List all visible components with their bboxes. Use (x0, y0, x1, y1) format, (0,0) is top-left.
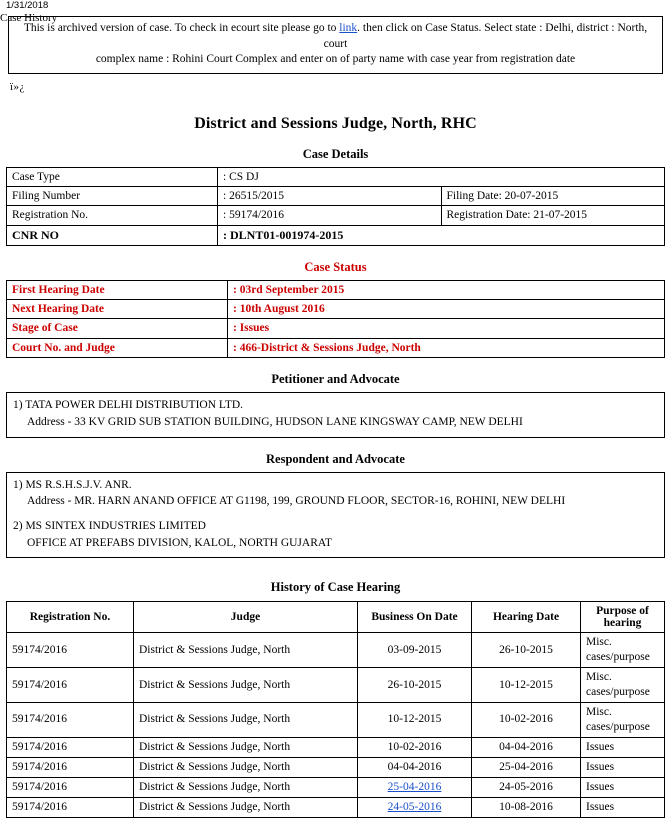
first-hearing-date-value: : 03rd September 2015 (228, 280, 665, 299)
case-hearing-history-table (6, 601, 665, 817)
cell-business-on-date: 03-09-2015 (358, 633, 472, 668)
stage-of-case-label: Stage of Case (7, 319, 228, 338)
table-row (7, 206, 665, 225)
respondent-box (6, 472, 665, 559)
cell-judge: District & Sessions Judge, North (134, 757, 358, 777)
case-details-heading: Case Details (302, 146, 369, 161)
filing-number-label: Filing Number (7, 186, 218, 205)
cell-hearing-date: 04-04-2016 (472, 737, 581, 757)
petitioner-heading: Petitioner and Advocate (271, 372, 400, 387)
cell-purpose-of-hearing: Misc. cases/purpose (581, 668, 665, 703)
table-row (7, 338, 665, 357)
next-hearing-date-label: Next Hearing Date (7, 300, 228, 319)
respondent-heading: Respondent and Advocate (266, 451, 405, 466)
archive-notice (8, 16, 663, 74)
table-row (7, 319, 665, 338)
table-row (7, 225, 665, 245)
cell-judge: District & Sessions Judge, North (134, 777, 358, 797)
col-judge: Judge (134, 602, 358, 633)
cell-business-on-date[interactable] (358, 777, 472, 797)
cell-purpose-of-hearing: Misc. cases/purpose (581, 702, 665, 737)
cell-registration-no: 59174/2016 (7, 668, 134, 703)
col-registration-no: Registration No. (7, 602, 134, 633)
cell-business-on-date: 26-10-2015 (358, 668, 472, 703)
respondent-address-1: Address - MR. HARN ANAND OFFICE AT G1198, 199, GROUND FLOOR, SECTOR-16, ROHINI, NEW DELHI (27, 495, 566, 508)
col-business-on-date: Business On Date (358, 602, 472, 633)
cell-registration-no: 59174/2016 (7, 633, 134, 668)
case-status-heading: Case Status (304, 259, 367, 274)
cell-purpose-of-hearing: Issues (581, 777, 665, 797)
cell-purpose-of-hearing: Issues (581, 757, 665, 777)
petitioner-name: 1) TATA POWER DELHI DISTRIBUTION LTD. (13, 399, 244, 412)
cell-registration-no: 59174/2016 (7, 777, 134, 797)
case-type-label: Case Type (7, 167, 218, 186)
business-on-date-link[interactable]: 25-04-2016 (387, 780, 442, 793)
table-row (7, 186, 665, 205)
cell-judge: District & Sessions Judge, North (134, 702, 358, 737)
cell-purpose-of-hearing: Issues (581, 737, 665, 757)
cell-business-on-date: 10-12-2015 (358, 702, 472, 737)
cell-hearing-date: 10-12-2015 (472, 668, 581, 703)
court-and-judge-label: Court No. and Judge (7, 338, 228, 357)
table-header-row (7, 602, 665, 633)
cell-hearing-date: 10-02-2016 (472, 702, 581, 737)
table-row (7, 633, 665, 668)
cnr-no-label: CNR NO (7, 225, 218, 245)
cell-business-on-date: 04-04-2016 (358, 757, 472, 777)
cell-hearing-date: 24-05-2016 (472, 777, 581, 797)
col-hearing-date: Hearing Date (472, 602, 581, 633)
archive-notice-text-a: This is archived version of case. To check in ecourt site please go to (23, 22, 340, 34)
court-and-judge-value: : 466-District & Sessions Judge, North (228, 338, 665, 357)
ecourt-link[interactable]: link (339, 22, 358, 34)
petitioner-address: Address - 33 KV GRID SUB STATION BUILDING, HUDSON LANE KINGSWAY CAMP, NEW DELHI (27, 415, 523, 428)
document-content (0, 16, 671, 818)
first-hearing-date-label: First Hearing Date (7, 280, 228, 299)
stage-of-case-value: : Issues (228, 319, 665, 338)
page-title: District and Sessions Judge, North, RHC (194, 114, 477, 132)
print-header-date: 1/31/2018 (6, 0, 49, 11)
cell-judge: District & Sessions Judge, North (134, 737, 358, 757)
cell-business-on-date[interactable] (358, 797, 472, 817)
cell-hearing-date: 10-08-2016 (472, 797, 581, 817)
filing-date-value: Filing Date: 20-07-2015 (441, 186, 665, 205)
archive-notice-text-b: . then click on Case Status. Select state : Delhi, district : North, court (323, 22, 648, 50)
cell-judge: District & Sessions Judge, North (134, 668, 358, 703)
case-details-table (6, 167, 665, 246)
col-purpose-of-hearing: Purpose of hearing (581, 602, 665, 633)
registration-date-value: Registration Date: 21-07-2015 (441, 206, 665, 225)
table-row (7, 757, 665, 777)
cell-business-on-date: 10-02-2016 (358, 737, 472, 757)
cell-purpose-of-hearing: Issues (581, 797, 665, 817)
print-header-title: Case History (0, 12, 58, 24)
business-on-date-link[interactable]: 24-05-2016 (387, 800, 442, 813)
filing-number-value: : 26515/2015 (218, 186, 442, 205)
print-header (0, 0, 671, 24)
case-status-table (6, 280, 665, 359)
cell-purpose-of-hearing: Misc. cases/purpose (581, 633, 665, 668)
respondent-name-1: 1) MS R.S.H.S.J.V. ANR. (13, 478, 132, 491)
respondent-name-2: 2) MS SINTEX INDUSTRIES LIMITED (13, 519, 206, 532)
table-row (7, 702, 665, 737)
table-row (7, 777, 665, 797)
cell-registration-no: 59174/2016 (7, 737, 134, 757)
next-hearing-date-value: : 10th August 2016 (228, 300, 665, 319)
history-heading: History of Case Hearing (270, 580, 401, 595)
encoding-artifact: ï»¿ (10, 80, 25, 93)
table-row (7, 167, 665, 186)
table-row (7, 280, 665, 299)
cell-hearing-date: 25-04-2016 (472, 757, 581, 777)
petitioner-box (6, 392, 665, 437)
cell-registration-no: 59174/2016 (7, 757, 134, 777)
cnr-no-value: : DLNT01-001974-2015 (218, 225, 665, 245)
table-row (7, 668, 665, 703)
cell-judge: District & Sessions Judge, North (134, 797, 358, 817)
cell-hearing-date: 26-10-2015 (472, 633, 581, 668)
cell-registration-no: 59174/2016 (7, 797, 134, 817)
registration-number-value: : 59174/2016 (218, 206, 442, 225)
archive-notice-line2: complex name : Rohini Court Complex and enter on of party name with case year from registration date (95, 53, 576, 66)
table-row (7, 797, 665, 817)
case-type-value: : CS DJ (218, 167, 665, 186)
table-row (7, 737, 665, 757)
cell-judge: District & Sessions Judge, North (134, 633, 358, 668)
registration-number-label: Registration No. (7, 206, 218, 225)
cell-registration-no: 59174/2016 (7, 702, 134, 737)
print-header-row (0, 0, 671, 12)
table-row (7, 300, 665, 319)
respondent-address-2: OFFICE AT PREFABS DIVISION, KALOL, NORTH GUJARAT (27, 536, 332, 549)
